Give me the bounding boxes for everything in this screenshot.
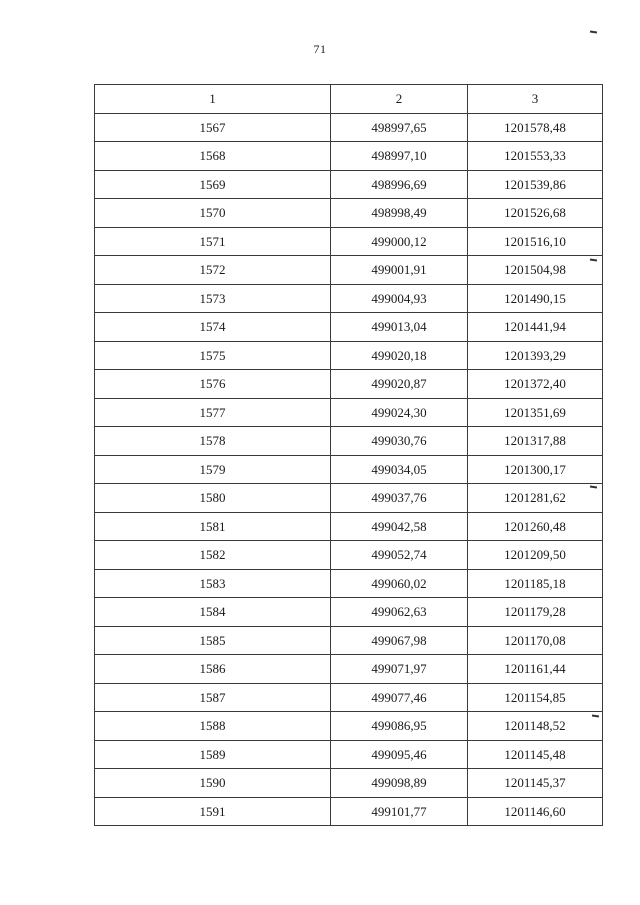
table-row — [95, 740, 603, 769]
y-coordinate-cell: 1201185,18 — [468, 569, 603, 598]
point-number-cell: 1576 — [95, 370, 331, 399]
table-body — [95, 113, 603, 826]
table-row — [95, 398, 603, 427]
table-row — [95, 569, 603, 598]
point-number-cell: 1571 — [95, 227, 331, 256]
x-coordinate-cell: 499095,46 — [331, 740, 468, 769]
table-row — [95, 370, 603, 399]
y-coordinate-cell: 1201351,69 — [468, 398, 603, 427]
point-number-cell: 1591 — [95, 797, 331, 826]
scan-mark — [590, 31, 597, 33]
y-coordinate-cell: 1201209,50 — [468, 541, 603, 570]
x-coordinate-cell: 499098,89 — [331, 769, 468, 798]
table-row — [95, 256, 603, 285]
table-row — [95, 113, 603, 142]
table-row — [95, 199, 603, 228]
x-coordinate-cell: 499060,02 — [331, 569, 468, 598]
point-number-cell: 1575 — [95, 341, 331, 370]
x-coordinate-cell: 499037,76 — [331, 484, 468, 513]
point-number-cell: 1590 — [95, 769, 331, 798]
x-coordinate-cell: 498997,10 — [331, 142, 468, 171]
y-coordinate-cell: 1201154,85 — [468, 683, 603, 712]
y-coordinate-cell: 1201539,86 — [468, 170, 603, 199]
x-coordinate-cell: 499024,30 — [331, 398, 468, 427]
point-number-cell: 1586 — [95, 655, 331, 684]
x-coordinate-cell: 499001,91 — [331, 256, 468, 285]
point-number-cell: 1588 — [95, 712, 331, 741]
x-coordinate-cell: 498998,49 — [331, 199, 468, 228]
x-coordinate-cell: 499013,04 — [331, 313, 468, 342]
table-row — [95, 512, 603, 541]
point-number-cell: 1573 — [95, 284, 331, 313]
table-row — [95, 455, 603, 484]
table-row — [95, 598, 603, 627]
x-coordinate-cell: 498996,69 — [331, 170, 468, 199]
table-row — [95, 626, 603, 655]
y-coordinate-cell: 1201170,08 — [468, 626, 603, 655]
point-number-cell: 1580 — [95, 484, 331, 513]
y-coordinate-cell: 1201145,48 — [468, 740, 603, 769]
table-row — [95, 142, 603, 171]
point-number-cell: 1567 — [95, 113, 331, 142]
coordinates-table — [94, 84, 603, 826]
header-cell-3: 3 — [468, 85, 603, 114]
x-coordinate-cell: 499062,63 — [331, 598, 468, 627]
y-coordinate-cell: 1201148,52 — [468, 712, 603, 741]
y-coordinate-cell: 1201161,44 — [468, 655, 603, 684]
y-coordinate-cell: 1201490,15 — [468, 284, 603, 313]
point-number-cell: 1570 — [95, 199, 331, 228]
x-coordinate-cell: 499030,76 — [331, 427, 468, 456]
table-row — [95, 541, 603, 570]
table-row — [95, 341, 603, 370]
table-row — [95, 284, 603, 313]
y-coordinate-cell: 1201300,17 — [468, 455, 603, 484]
y-coordinate-cell: 1201372,40 — [468, 370, 603, 399]
point-number-cell: 1589 — [95, 740, 331, 769]
x-coordinate-cell: 499101,77 — [331, 797, 468, 826]
header-row — [95, 85, 603, 114]
x-coordinate-cell: 499020,18 — [331, 341, 468, 370]
x-coordinate-cell: 499052,74 — [331, 541, 468, 570]
y-coordinate-cell: 1201146,60 — [468, 797, 603, 826]
table-row — [95, 484, 603, 513]
point-number-cell: 1585 — [95, 626, 331, 655]
x-coordinate-cell: 498997,65 — [331, 113, 468, 142]
y-coordinate-cell: 1201393,29 — [468, 341, 603, 370]
y-coordinate-cell: 1201317,88 — [468, 427, 603, 456]
y-coordinate-cell: 1201504,98 — [468, 256, 603, 285]
table-row — [95, 769, 603, 798]
header-cell-1: 1 — [95, 85, 331, 114]
y-coordinate-cell: 1201441,94 — [468, 313, 603, 342]
table-row — [95, 313, 603, 342]
table-row — [95, 655, 603, 684]
table-row — [95, 427, 603, 456]
point-number-cell: 1583 — [95, 569, 331, 598]
x-coordinate-cell: 499071,97 — [331, 655, 468, 684]
point-number-cell: 1587 — [95, 683, 331, 712]
y-coordinate-cell: 1201260,48 — [468, 512, 603, 541]
table-row — [95, 797, 603, 826]
point-number-cell: 1578 — [95, 427, 331, 456]
x-coordinate-cell: 499034,05 — [331, 455, 468, 484]
point-number-cell: 1581 — [95, 512, 331, 541]
point-number-cell: 1577 — [95, 398, 331, 427]
x-coordinate-cell: 499067,98 — [331, 626, 468, 655]
x-coordinate-cell: 499077,46 — [331, 683, 468, 712]
x-coordinate-cell: 499020,87 — [331, 370, 468, 399]
header-cell-2: 2 — [331, 85, 468, 114]
table-row — [95, 712, 603, 741]
point-number-cell: 1582 — [95, 541, 331, 570]
y-coordinate-cell: 1201179,28 — [468, 598, 603, 627]
point-number-cell: 1574 — [95, 313, 331, 342]
x-coordinate-cell: 499042,58 — [331, 512, 468, 541]
point-number-cell: 1584 — [95, 598, 331, 627]
point-number-cell: 1569 — [95, 170, 331, 199]
point-number-cell: 1568 — [95, 142, 331, 171]
x-coordinate-cell: 499000,12 — [331, 227, 468, 256]
page-number: 71 — [313, 42, 327, 56]
y-coordinate-cell: 1201578,48 — [468, 113, 603, 142]
table-row — [95, 683, 603, 712]
y-coordinate-cell: 1201526,68 — [468, 199, 603, 228]
y-coordinate-cell: 1201516,10 — [468, 227, 603, 256]
y-coordinate-cell: 1201553,33 — [468, 142, 603, 171]
x-coordinate-cell: 499086,95 — [331, 712, 468, 741]
table-header — [95, 85, 603, 114]
point-number-cell: 1572 — [95, 256, 331, 285]
y-coordinate-cell: 1201281,62 — [468, 484, 603, 513]
point-number-cell: 1579 — [95, 455, 331, 484]
y-coordinate-cell: 1201145,37 — [468, 769, 603, 798]
table-row — [95, 227, 603, 256]
x-coordinate-cell: 499004,93 — [331, 284, 468, 313]
table-row — [95, 170, 603, 199]
